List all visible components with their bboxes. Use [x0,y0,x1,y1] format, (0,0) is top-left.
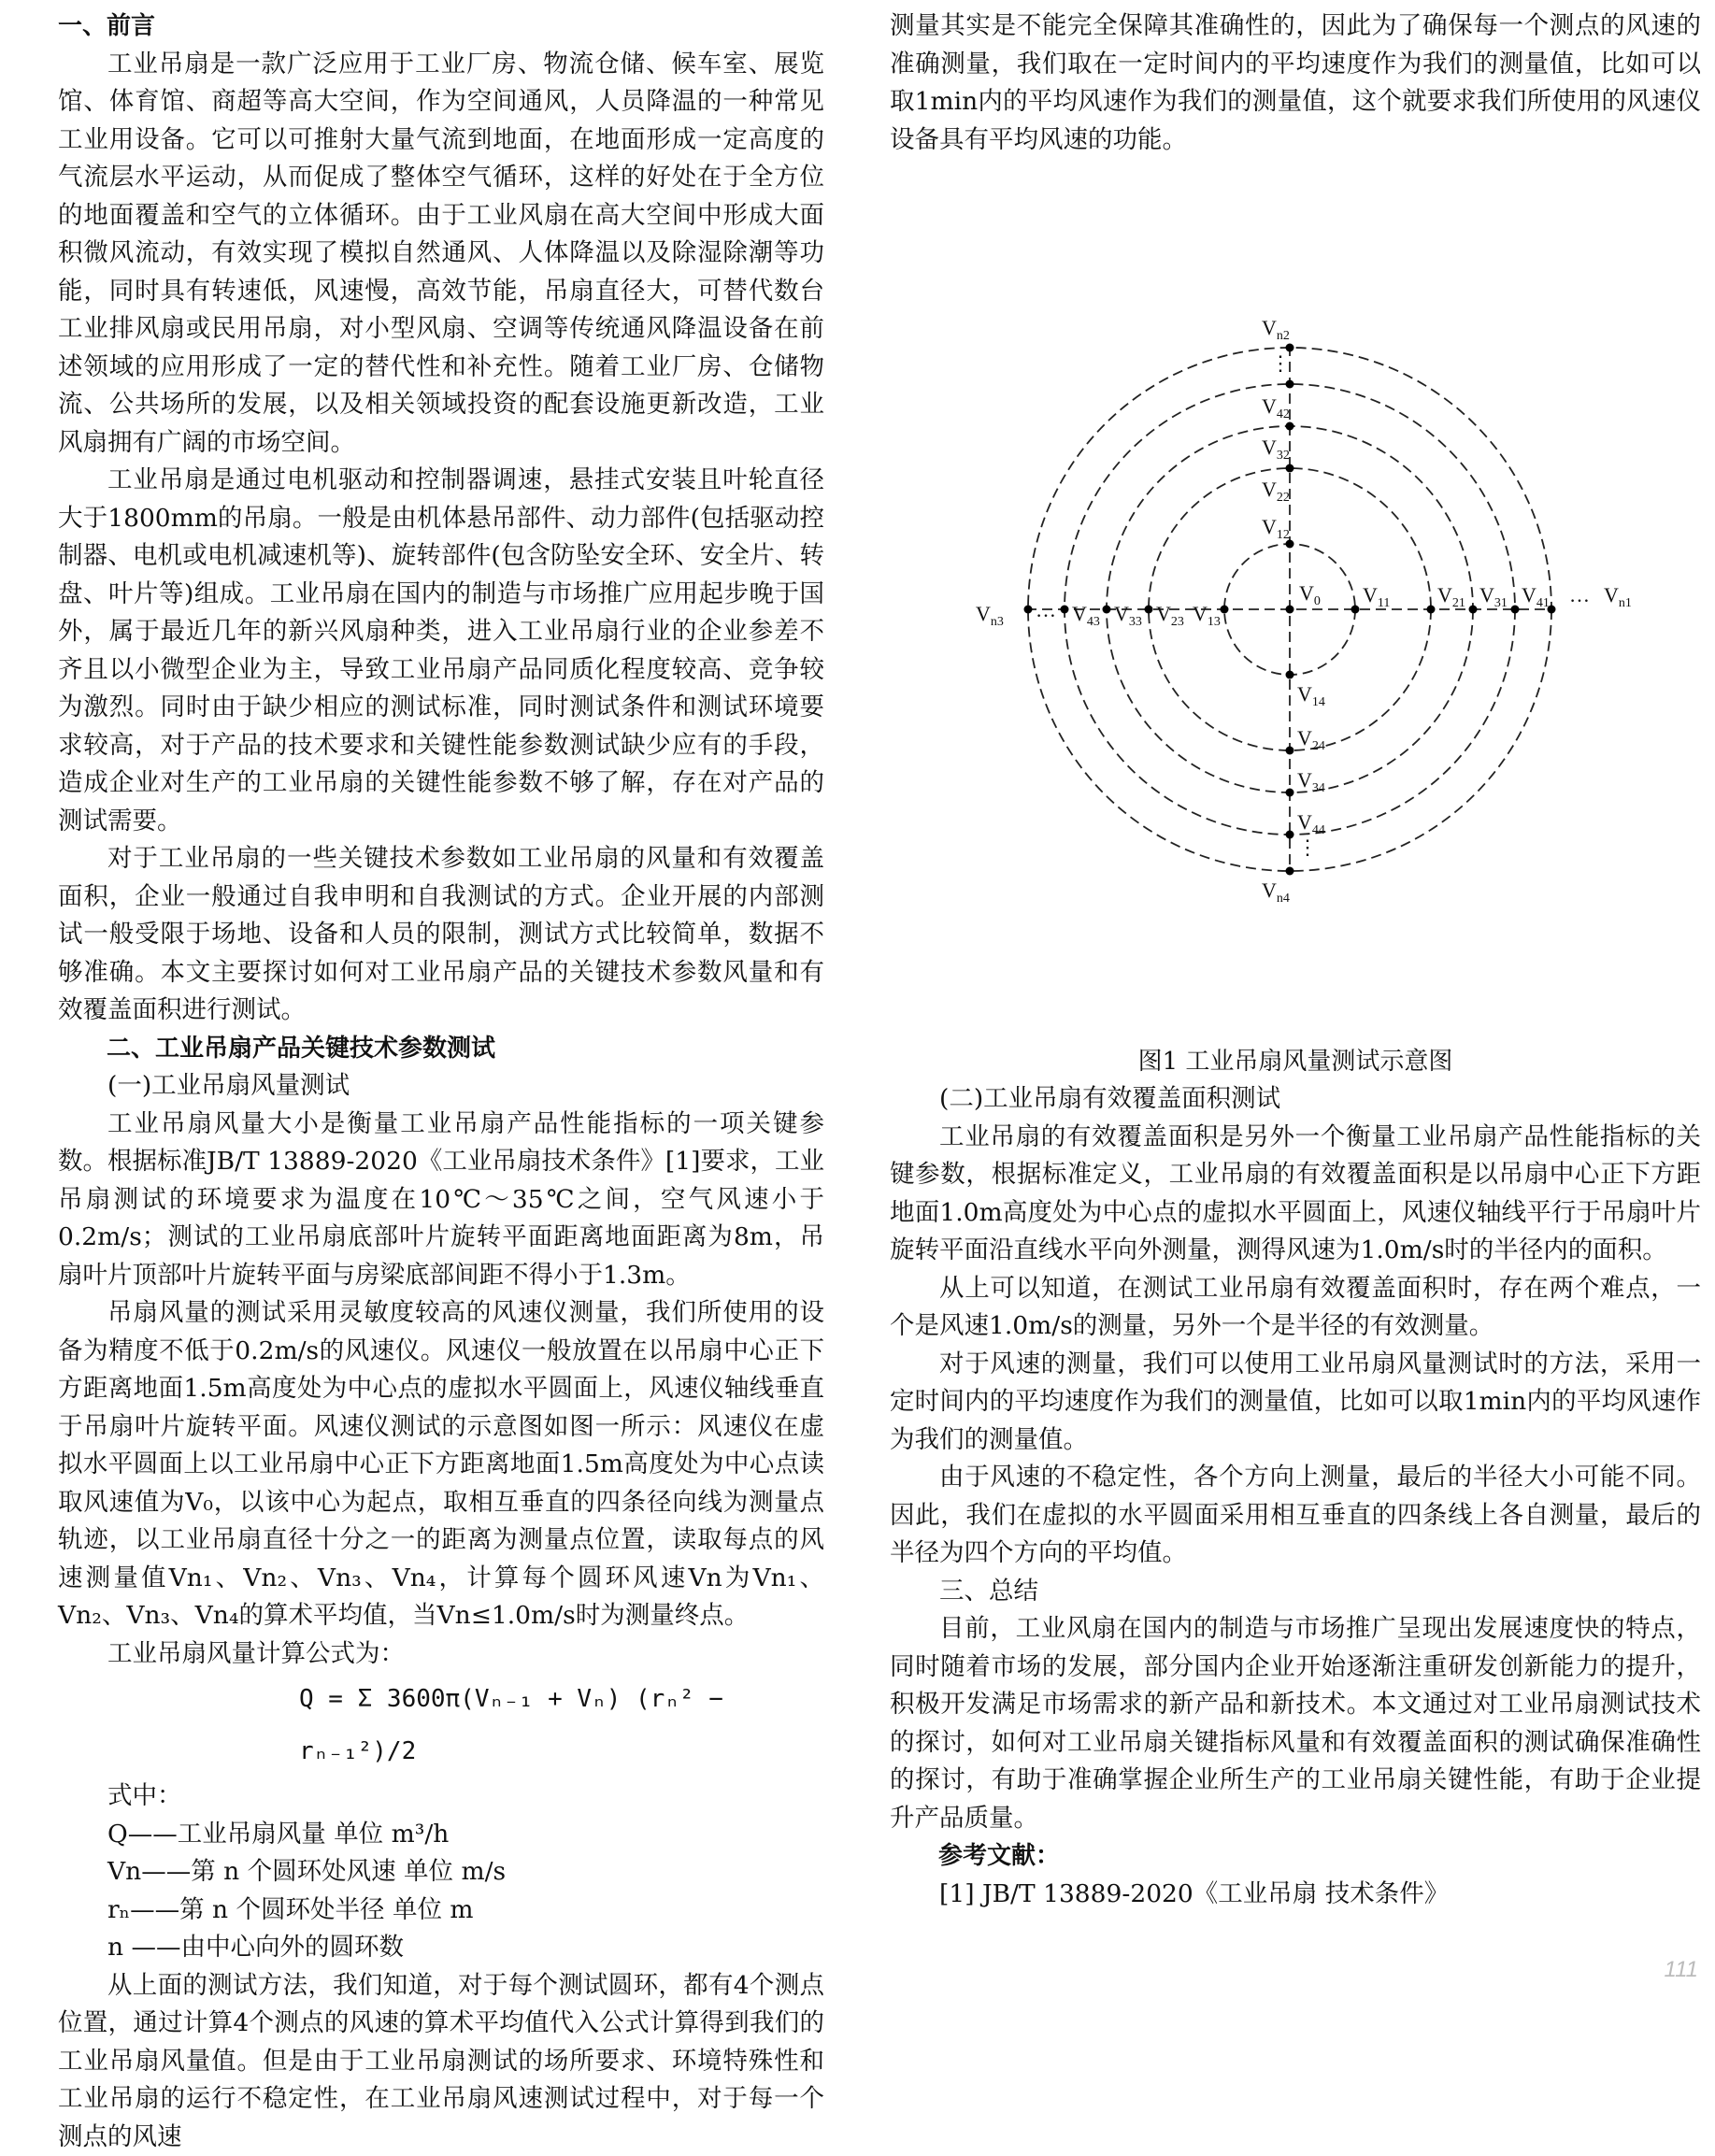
figure-caption: 图1 工业吊扇风量测试示意图 [890,1043,1701,1080]
label-v13: $V_{13}$ [1193,602,1221,629]
formula-where-label: 式中： [58,1778,824,1816]
label-v33: $V_{33}$ [1114,602,1142,629]
horizontal-ellipsis-right: … [1569,583,1590,607]
point-v24 [1286,747,1294,755]
section-heading-intro: 一、前言 [58,7,824,46]
section-heading-testing: 二、工业吊扇产品关键技术参数测试 [58,1030,824,1068]
label-vn3: $V_{n3}$ [976,602,1004,629]
point-v0 [1286,606,1294,614]
page-number: 111 [1665,1957,1698,1983]
point-v31 [1469,606,1478,614]
formula-definition: n ——由中心向外的圆环数 [58,1929,824,1967]
paragraph: 由于风速的不稳定性，各个方向上测量，最后的半径大小可能不同。因此，我们在虚拟的水平圆面采用相互垂直的四条线上各自测量，最后的半径为四个方向的平均值。 [890,1459,1701,1573]
airflow-measurement-diagram [890,213,1701,1035]
label-vn1: $V_{n1}$ [1604,583,1632,610]
paragraph: 目前，工业风扇在国内的制造与市场推广呈现出发展速度快的特点，同时随着市场的发展，部分国内企业开始逐渐注重研发创新能力的提升，积极开发满足市场需求的新产品和新技术。本文通过对工业吊扇测试技术的探讨，如何对工业吊扇关键指标风量和有效覆盖面积的测试确保准确性的探讨，有助于准确掌握企业所生产的工业吊扇关键性能，有助于企业提升产品质量。 [890,1610,1701,1837]
label-v12: $V_{12}$ [1262,515,1290,542]
formula-definition: Vn——第 n 个圆环处风速 单位 m/s [58,1853,824,1892]
label-v31: $V_{31}$ [1479,583,1508,610]
label-v14: $V_{14}$ [1297,682,1325,709]
label-v41: $V_{41}$ [1522,583,1550,610]
paragraph: 工业吊扇风量大小是衡量工业吊扇产品性能指标的一项关键参数。根据标准JB/T 13889-2020《工业吊扇技术条件》[1]要求，工业吊扇测试的环境要求为温度在10℃～35℃之间，空气风速小于0.2m/s；测试的工业吊扇底部叶片旋转平面距离地面距离为8m，吊扇叶片顶部叶片旋转平面与房梁底部间距不得小于1.3m。 [58,1106,824,1295]
point-vn4 [1286,867,1294,876]
subsection-heading-coverage: (二)工业吊扇有效覆盖面积测试 [890,1080,1701,1119]
label-v42: $V_{42}$ [1262,394,1290,421]
section-heading-summary: 三、总结 [890,1573,1701,1611]
label-vn2: $V_{n2}$ [1262,316,1290,343]
horizontal-ellipsis-left: … [1036,598,1056,621]
label-v44: $V_{44}$ [1297,810,1325,837]
point-v22 [1286,464,1294,473]
point-v34 [1286,789,1294,797]
paragraph: 工业吊扇是通过电机驱动和控制器调速，悬挂式安装且叶轮直径大于1800mm的吊扇。一般是由机体悬吊部件、动力部件(包括驱动控制器、电机或电机减速机等)、旋转部件(包含防坠安全环、安全片、转盘、叶片等)组成。工业吊扇在国内的制造与市场推广应用起步晚于国外，属于最近几年的新兴风扇种类，进入工业吊扇行业的企业参差不齐且以小微型企业为主，导致工业吊扇产品同质化程度较高、竞争较为激烈。同时由于缺少相应的测试标准，同时测试条件和测试环境要求较高，对于产品的技术要求和关键性能参数测试缺少应有的手段，造成企业对生产的工业吊扇的关键性能参数不够了解，存在对产品的测试需要。 [58,462,824,840]
formula-definition: rₙ——第 n 个圆环处半径 单位 m [58,1892,824,1930]
reference-item: [1] JB/T 13889-2020《工业吊扇 技术条件》 [890,1876,1701,1914]
point-v13 [1221,606,1229,614]
label-v24: $V_{24}$ [1297,726,1325,753]
point-vn3 [1024,606,1033,614]
point-v43 [1061,606,1069,614]
label-v32: $V_{32}$ [1262,435,1290,463]
paragraph: 对于风速的测量，我们可以使用工业吊扇风量测试时的方法，采用一定时间内的平均速度作为我们的测量值，比如可以取1min内的平均风速作为我们的测量值。 [890,1346,1701,1460]
label-v23: $V_{23}$ [1156,602,1184,629]
point-v42 [1286,380,1294,389]
label-v11: $V_{11}$ [1363,583,1390,610]
point-v32 [1286,422,1294,431]
formula-definition: Q——工业吊扇风量 单位 m³/h [58,1816,824,1854]
references-heading: 参考文献： [890,1837,1701,1876]
point-v41 [1511,606,1520,614]
paragraph: 测量其实是不能完全保障其准确性的，因此为了确保每一个测点的风速的准确测量，我们取在一定时间内的平均速度作为我们的测量值，比如可以取1min内的平均风速作为我们的测量值，这个就要求我们所使用的风速仪设备具有平均风速的功能。 [890,7,1701,159]
airflow-formula: Q = Σ 3600π(Vₙ₋₁ + Vₙ) (rₙ² − rₙ₋₁²)/2 [58,1673,824,1778]
paragraph: 工业吊扇风量计算公式为： [58,1635,824,1674]
paragraph: 吊扇风量的测试采用灵敏度较高的风速仪测量，我们所使用的设备为精度不低于0.2m/s的风速仪。风速仪一般放置在以吊扇中心正下方距离地面1.5m高度处为中心点的虚拟水平圆面上，风速仪轴线垂直于吊扇叶片旋转平面。风速仪测试的示意图如图一所示：风速仪在虚拟水平圆面上以工业吊扇中心正下方距离地面1.5m高度处为中心点读取风速值为V₀，以该中心为起点，取相互垂直的四条径向线为测量点轨迹，以工业吊扇直径十分之一的距离为测量点位置，读取每点的风速测量值Vn₁、Vn₂、Vn₃、Vn₄，计算每个圆环风速Vn为Vn₁、Vn₂、Vn₃、Vn₄的算术平均值，当Vn≤1.0m/s时为测量终点。 [58,1294,824,1635]
label-v22: $V_{22}$ [1262,478,1290,505]
paragraph: 工业吊扇的有效覆盖面积是另外一个衡量工业吊扇产品性能指标的关键参数，根据标准定义，工业吊扇的有效覆盖面积是以吊扇中心正下方距地面1.0m高度处为中心点的虚拟水平圆面上，风速仪轴线平行于吊扇叶片旋转平面沿直线水平向外测量，测得风速为1.0m/s时的半径内的面积。 [890,1119,1701,1270]
label-v43: $V_{43}$ [1072,602,1100,629]
right-column [890,7,1701,1913]
paragraph: 从上可以知道，在测试工业吊扇有效覆盖面积时，存在两个难点，一个是风速1.0m/s的测量，另外一个是半径的有效测量。 [890,1270,1701,1346]
vertical-ellipsis-top: ⋮ [1270,351,1291,375]
point-v23 [1145,606,1153,614]
label-v0: $V_0$ [1299,581,1321,608]
label-v21: $V_{21}$ [1437,583,1465,610]
point-v11 [1351,606,1360,614]
point-v33 [1103,606,1111,614]
paragraph: 工业吊扇是一款广泛应用于工业厂房、物流仓储、候车室、展览馆、体育馆、商超等高大空间，作为空间通风，人员降温的一种常见工业用设备。它可以可推射大量气流到地面，在地面形成一定高度的气流层水平运动，从而促成了整体空气循环，这样的好处在于全方位的地面覆盖和空气的立体循环。由于工业风扇在高大空间中形成大面积微风流动，有效实现了模拟自然通风、人体降温以及除湿除潮等功能，同时具有转速低，风速慢，高效节能，吊扇直径大，可替代数台工业排风扇或民用吊扇，对小型风扇、空调等传统通风降温设备在前述领域的应用形成了一定的替代性和补充性。随着工业厂房、仓储物流、公共场所的发展，以及相关领域投资的配套设施更新改造，工业风扇拥有广阔的市场空间。 [58,46,824,463]
vertical-ellipsis-bottom: ⋮ [1297,835,1318,859]
point-v44 [1286,831,1294,839]
point-v14 [1286,671,1294,679]
point-v21 [1427,606,1436,614]
label-vn4: $V_{n4}$ [1262,878,1290,906]
paragraph: 对于工业吊扇的一些关键技术参数如工业吊扇的风量和有效覆盖面积，企业一般通过自我申明和自我测试的方式。企业开展的内部测试一般受限于场地、设备和人员的限制，测试方式比较简单，数据不够准确。本文主要探讨如何对工业吊扇产品的关键技术参数风量和有效覆盖面积进行测试。 [58,840,824,1030]
paragraph: 从上面的测试方法，我们知道，对于每个测试圆环，都有4个测点位置，通过计算4个测点的风速的算术平均值代入公式计算得到我们的工业吊扇风量值。但是由于工业吊扇测试的场所要求、环境特殊性和工业吊扇的运行不稳定性，在工业吊扇风速测试过程中，对于每一个测点的风速 [58,1967,824,2156]
label-v34: $V_{34}$ [1297,768,1325,795]
subsection-heading-airflow: (一)工业吊扇风量测试 [58,1067,824,1106]
left-column [58,7,824,2156]
